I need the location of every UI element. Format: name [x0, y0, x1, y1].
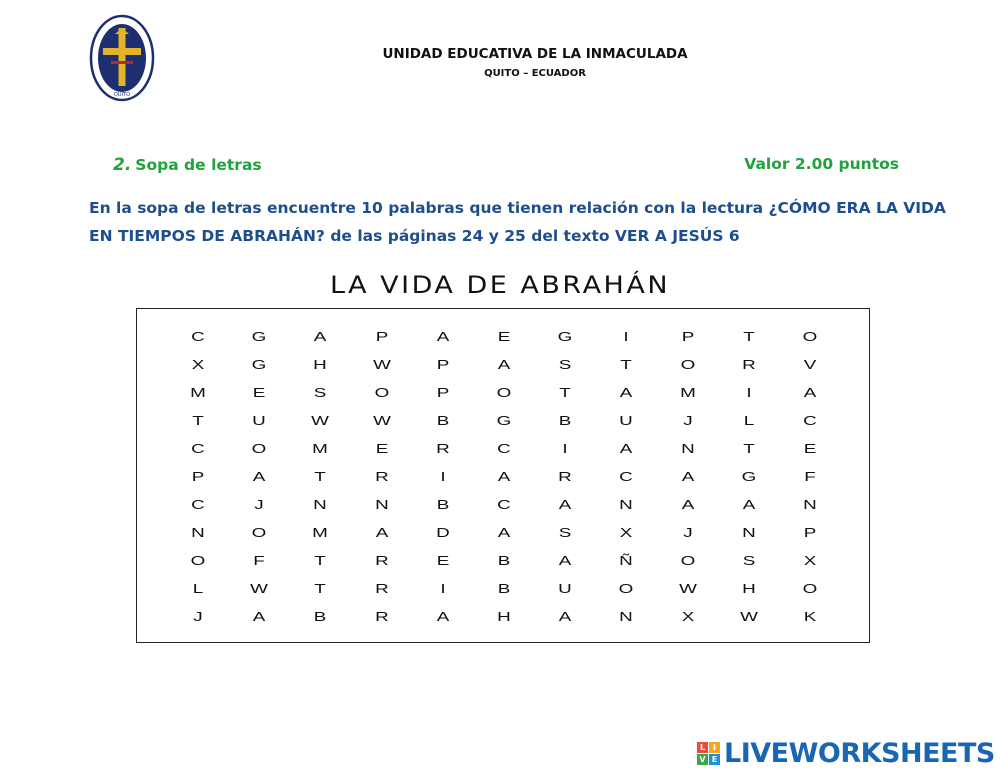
- grid-letter[interactable]: I: [623, 329, 630, 344]
- grid-letter[interactable]: H: [741, 581, 756, 596]
- grid-letter[interactable]: B: [497, 553, 511, 568]
- grid-letter[interactable]: W: [372, 413, 391, 428]
- brand-tile: L: [697, 742, 708, 753]
- grid-letter[interactable]: A: [742, 497, 756, 512]
- grid-letter[interactable]: S: [742, 553, 756, 568]
- grid-letter[interactable]: N: [313, 497, 328, 512]
- grid-letter[interactable]: V: [803, 357, 817, 372]
- grid-letter[interactable]: T: [620, 357, 633, 372]
- grid-letter[interactable]: B: [436, 497, 450, 512]
- grid-letter[interactable]: P: [436, 357, 450, 372]
- grid-letter[interactable]: A: [497, 469, 511, 484]
- grid-letter[interactable]: B: [314, 609, 327, 624]
- grid-letter[interactable]: C: [803, 413, 817, 428]
- section-number: 2.: [113, 155, 132, 175]
- grid-letter[interactable]: U: [558, 581, 572, 596]
- grid-letter[interactable]: A: [497, 525, 511, 540]
- grid-letter[interactable]: T: [192, 413, 204, 428]
- grid-letter[interactable]: O: [619, 581, 634, 596]
- grid-letter[interactable]: G: [741, 469, 757, 484]
- grid-letter[interactable]: C: [497, 497, 511, 512]
- grid-letter[interactable]: X: [191, 357, 205, 372]
- grid-letter[interactable]: J: [193, 609, 203, 624]
- grid-letter[interactable]: X: [803, 553, 817, 568]
- grid-letter[interactable]: O: [374, 385, 389, 400]
- grid-letter[interactable]: I: [746, 385, 752, 400]
- grid-letter[interactable]: N: [741, 525, 756, 540]
- grid-letter[interactable]: R: [374, 609, 389, 624]
- grid-letter[interactable]: C: [619, 469, 634, 484]
- puzzle-title: LA VIDA DE ABRAHÁN: [329, 271, 671, 300]
- grid-letter[interactable]: E: [803, 441, 817, 456]
- grid-letter[interactable]: A: [558, 553, 572, 568]
- grid-letter[interactable]: R: [558, 469, 572, 484]
- grid-letter[interactable]: M: [312, 525, 329, 540]
- brand-text: LIVEWORKSHEETS: [724, 737, 995, 769]
- grid-letter[interactable]: O: [190, 553, 206, 568]
- grid-letter[interactable]: A: [558, 497, 572, 512]
- grid-letter[interactable]: P: [436, 385, 450, 400]
- grid-letter[interactable]: G: [251, 329, 267, 344]
- grid-letter[interactable]: T: [743, 441, 755, 456]
- grid-letter[interactable]: J: [682, 413, 693, 428]
- grid-letter[interactable]: N: [680, 441, 695, 456]
- grid-letter[interactable]: T: [559, 385, 571, 400]
- grid-letter[interactable]: X: [681, 609, 694, 624]
- grid-letter[interactable]: T: [743, 329, 755, 344]
- grid-letter[interactable]: J: [682, 525, 693, 540]
- grid-letter[interactable]: W: [311, 413, 330, 428]
- grid-letter[interactable]: A: [252, 469, 266, 484]
- grid-letter[interactable]: C: [497, 441, 511, 456]
- instructions-line-1: En la sopa de letras encuentre 10 palabras que tienen relación con la lectura ¿CÓMO ERA LA VIDA: [89, 199, 946, 217]
- grid-letter[interactable]: E: [497, 329, 511, 344]
- grid-letter[interactable]: U: [252, 413, 266, 428]
- grid-letter[interactable]: R: [374, 469, 389, 484]
- grid-letter[interactable]: S: [314, 385, 327, 400]
- section-title: [113, 155, 262, 175]
- grid-letter[interactable]: N: [619, 609, 634, 624]
- grid-letter[interactable]: W: [739, 609, 758, 624]
- grid-letter[interactable]: B: [436, 413, 450, 428]
- grid-letter[interactable]: B: [497, 581, 511, 596]
- grid-letter[interactable]: G: [557, 329, 573, 344]
- grid-letter[interactable]: L: [192, 581, 204, 596]
- grid-letter[interactable]: W: [250, 581, 269, 596]
- grid-letter[interactable]: G: [251, 357, 267, 372]
- grid-letter[interactable]: H: [497, 609, 511, 624]
- grid-letter[interactable]: P: [191, 469, 205, 484]
- grid-letter[interactable]: T: [314, 581, 327, 596]
- grid-letter[interactable]: C: [191, 441, 205, 456]
- grid-letter[interactable]: G: [496, 413, 512, 428]
- grid-letter[interactable]: B: [558, 413, 572, 428]
- grid-letter[interactable]: U: [619, 413, 634, 428]
- word-search-grid: [136, 308, 870, 643]
- grid-letter[interactable]: M: [312, 441, 329, 456]
- grid-letter[interactable]: A: [558, 609, 572, 624]
- grid-letter[interactable]: N: [191, 525, 205, 540]
- grid-letter[interactable]: A: [375, 525, 388, 540]
- grid-letter[interactable]: I: [440, 581, 446, 596]
- grid-letter[interactable]: F: [253, 553, 265, 568]
- instructions: [89, 194, 949, 250]
- grid-letter[interactable]: R: [741, 357, 756, 372]
- grid-letter[interactable]: M: [190, 385, 206, 400]
- grid-letter[interactable]: A: [497, 357, 511, 372]
- liveworksheets-logo[interactable]: [697, 738, 995, 768]
- grid-letter[interactable]: S: [558, 357, 572, 372]
- grid-letter[interactable]: R: [435, 441, 450, 456]
- grid-letter[interactable]: A: [803, 385, 817, 400]
- grid-letter[interactable]: N: [619, 497, 634, 512]
- grid-letter[interactable]: K: [803, 609, 817, 624]
- grid-letter[interactable]: P: [803, 525, 817, 540]
- svg-text:QUITO: QUITO: [113, 92, 131, 98]
- grid-letter[interactable]: J: [254, 497, 264, 512]
- grid-letter[interactable]: E: [375, 441, 388, 456]
- brand-tile: E: [709, 754, 720, 765]
- grid-letter[interactable]: A: [436, 329, 450, 344]
- grid-letter[interactable]: O: [680, 553, 695, 568]
- grid-letter[interactable]: C: [191, 497, 205, 512]
- grid-letter[interactable]: E: [252, 385, 266, 400]
- grid-letter[interactable]: A: [681, 469, 694, 484]
- grid-letter[interactable]: O: [802, 581, 818, 596]
- grid-letter[interactable]: M: [679, 385, 696, 400]
- grid-letter[interactable]: A: [620, 441, 633, 456]
- grid-letter[interactable]: A: [252, 609, 266, 624]
- grid-letter[interactable]: P: [681, 329, 694, 344]
- grid-letter[interactable]: L: [743, 413, 755, 428]
- school-name: UNIDAD EDUCATIVA DE LA INMACULADA: [382, 46, 688, 62]
- grid-letter[interactable]: O: [496, 385, 512, 400]
- grid-letter[interactable]: W: [372, 357, 391, 372]
- section-value: Valor 2.00 puntos: [744, 155, 899, 173]
- grid-letter[interactable]: O: [251, 525, 267, 540]
- grid-letter[interactable]: P: [375, 329, 388, 344]
- instructions-line-2: EN TIEMPOS DE ABRAHÁN? de las páginas 24 y 25 del texto VER A JESÚS 6: [89, 227, 740, 245]
- grid-letter[interactable]: D: [435, 525, 450, 540]
- grid-letter[interactable]: A: [681, 497, 694, 512]
- grid-letter[interactable]: Ñ: [619, 553, 634, 568]
- section-title-text: Sopa de letras: [135, 156, 262, 174]
- brand-tiles-icon: [697, 742, 720, 765]
- grid-letter[interactable]: E: [436, 553, 450, 568]
- grid-letter[interactable]: N: [803, 497, 817, 512]
- grid-letter[interactable]: T: [314, 469, 327, 484]
- grid-letter[interactable]: R: [374, 553, 389, 568]
- grid-letter[interactable]: A: [620, 385, 633, 400]
- brand-tile: I: [709, 742, 720, 753]
- grid-letter[interactable]: C: [191, 329, 205, 344]
- grid-letter[interactable]: A: [314, 329, 327, 344]
- grid-letter[interactable]: S: [558, 525, 572, 540]
- grid-letter[interactable]: R: [374, 581, 389, 596]
- school-city: QUITO – ECUADOR: [484, 68, 586, 79]
- grid-letter[interactable]: O: [680, 357, 695, 372]
- grid-letter[interactable]: I: [562, 441, 568, 456]
- grid-letter[interactable]: O: [802, 329, 818, 344]
- school-crest: [89, 14, 155, 102]
- grid-letter[interactable]: O: [251, 441, 267, 456]
- grid-letter[interactable]: T: [314, 553, 327, 568]
- grid-letter[interactable]: X: [620, 525, 633, 540]
- brand-tile: V: [697, 754, 708, 765]
- grid-letter[interactable]: H: [313, 357, 328, 372]
- grid-letter[interactable]: W: [678, 581, 697, 596]
- grid-letter[interactable]: I: [440, 469, 446, 484]
- grid-letter[interactable]: A: [436, 609, 450, 624]
- grid-letter[interactable]: N: [374, 497, 389, 512]
- grid-letter[interactable]: F: [804, 469, 816, 484]
